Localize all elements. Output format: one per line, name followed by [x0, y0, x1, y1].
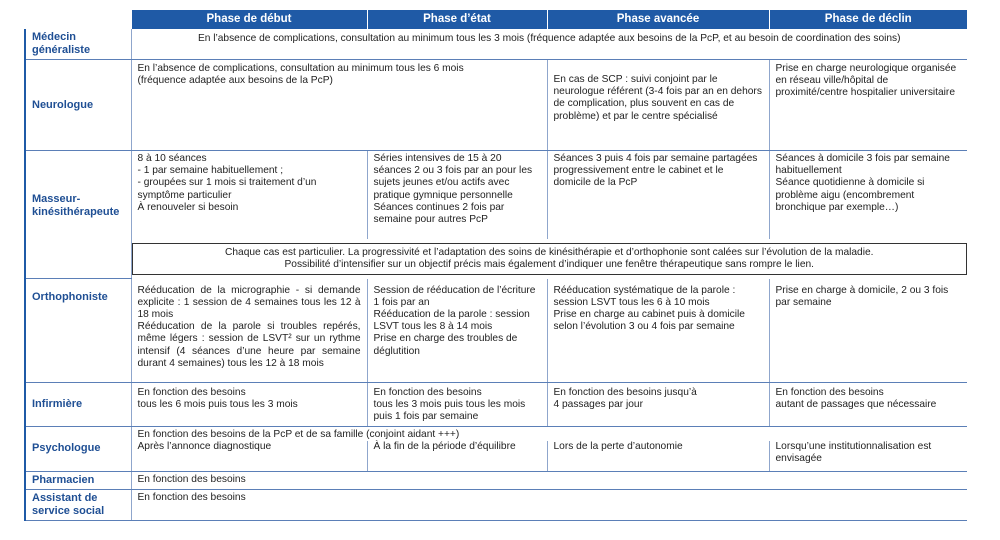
- cell-infirmiere-etat: En fonction des besoins tous les 3 mois puis tous les mois puis 1 fois par semaine: [367, 383, 547, 427]
- header-phase-etat: Phase d’état: [367, 10, 547, 29]
- cell-note: [131, 239, 967, 279]
- cell-ortho-avancee: Rééducation systématique de la parole : session LSVT tous les 6 à 10 mois Prise en charge au cabinet puis à domicile selon l’évolution 3 ou 4 fois par semaine: [547, 279, 769, 383]
- cell-neurologue-declin: Prise en charge neurologique organisée en réseau ville/hôpital de proximité/centre hospitalier universitaire: [769, 60, 967, 151]
- cell-kine-debut: 8 à 10 séances - 1 par semaine habituellement ; - groupées sur 1 mois si traitement d’un symptôme particulier À renouveler si besoin: [131, 151, 367, 239]
- row-ortho: [25, 279, 967, 383]
- cell-ortho-etat: Session de rééducation de l’écriture 1 fois par an Rééducation de la parole : session LSVT tous les 8 à 14 mois Prise en charge des troubles de déglutition: [367, 279, 547, 383]
- cell-medecin-all-phases: En l’absence de complications, consultation au minimum tous les 3 mois (fréquence adaptée aux besoins de la PcP, et au besoin de coordination des soins): [131, 29, 967, 60]
- row-neurologue: [25, 60, 967, 151]
- header-phase-declin: Phase de déclin: [769, 10, 967, 29]
- cell-ortho-declin: Prise en charge à domicile, 2 ou 3 fois par semaine: [769, 279, 967, 383]
- row-label-infirmiere: Infirmière: [25, 383, 131, 427]
- cell-infirmiere-debut: En fonction des besoins tous les 6 mois puis tous les 3 mois: [131, 383, 367, 427]
- cell-kine-etat: Séries intensives de 15 à 20 séances 2 ou 3 fois par an pour les sujets jeunes et/ou actifs avec pratique gymnique personnelle Séances continues 2 fois par semaine pour autres PcP: [367, 151, 547, 239]
- cell-infirmiere-avancee: En fonction des besoins jusqu’à 4 passages par jour: [547, 383, 769, 427]
- row-label-kine: Masseur- kinésithérapeute: [25, 151, 131, 279]
- row-medecin: [25, 29, 967, 60]
- cell-neurologue-avancee: En cas de SCP : suivi conjoint par le neurologue référent (3-4 fois par an en dehors de complication, plus souvent en cas de problème) et par le centre spécialisé: [547, 60, 769, 151]
- cell-psychologue-etat: À la fin de la période d’équilibre: [367, 441, 547, 471]
- header-corner: [25, 10, 131, 29]
- row-psychologue: [25, 441, 967, 471]
- row-kine: [25, 151, 967, 239]
- row-label-pharmacien: Pharmacien: [25, 471, 131, 489]
- cell-psychologue-general: En fonction des besoins de la PcP et de sa famille (conjoint aidant +++): [131, 427, 967, 442]
- cell-psychologue-declin: Lorsqu’une institutionnalisation est envisagée: [769, 441, 967, 471]
- row-psychologue-top: [25, 427, 967, 442]
- cell-kine-avancee: Séances 3 puis 4 fois par semaine partagées progressivement entre le cabinet et le domicile de la PcP: [547, 151, 769, 239]
- cell-psychologue-avancee: Lors de la perte d’autonomie: [547, 441, 769, 471]
- header-phase-avancee: Phase avancée: [547, 10, 769, 29]
- row-assistant: [25, 489, 967, 520]
- cell-ortho-debut: Rééducation de la micrographie - si demande explicite : 1 session de 4 semaines tous les 12 à 18 mois Rééducation de la parole si troubles repérés, même légers : session de LSVT² sur un rythme intensif (4 séances d’une heure par semaine durant 4 semaines) tous les 12 à 18 mois: [131, 279, 367, 383]
- kine-ortho-note: Chaque cas est particulier. La progressivité et l’adaptation des soins de kinésithérapie et d’orthophonie sont calées sur l’évolution de la maladie. Possibilité d’intensifier sur un objectif précis mais également d’indiquer une fenêtre thérapeutique sans rompre le lien.: [132, 243, 968, 275]
- row-infirmiere: [25, 383, 967, 427]
- cell-infirmiere-declin: En fonction des besoins autant de passages que nécessaire: [769, 383, 967, 427]
- cell-neurologue-debut-etat: En l’absence de complications, consultation au minimum tous les 6 mois (fréquence adaptée aux besoins de la PcP): [131, 60, 547, 151]
- row-label-psychologue: Psychologue: [25, 427, 131, 472]
- cell-pharmacien: En fonction des besoins: [131, 471, 967, 489]
- cell-assistant: En fonction des besoins: [131, 489, 967, 520]
- row-label-neurologue: Neurologue: [25, 60, 131, 151]
- cell-psychologue-debut: Après l’annonce diagnostique: [131, 441, 367, 471]
- row-pharmacien: [25, 471, 967, 489]
- row-label-ortho: Orthophoniste: [25, 279, 131, 383]
- row-label-medecin: Médecin généraliste: [25, 29, 131, 60]
- header-phase-debut: Phase de début: [131, 10, 367, 29]
- cell-kine-declin: Séances à domicile 3 fois par semaine habituellement Séance quotidienne à domicile si problème aigu (encombrement bronchique par exemple…): [769, 151, 967, 239]
- care-schedule-table: [24, 10, 967, 521]
- header-row: [25, 10, 967, 29]
- row-note: [25, 239, 967, 279]
- row-label-assistant: Assistant de service social: [25, 489, 131, 520]
- care-schedule-table-wrapper: [24, 10, 966, 521]
